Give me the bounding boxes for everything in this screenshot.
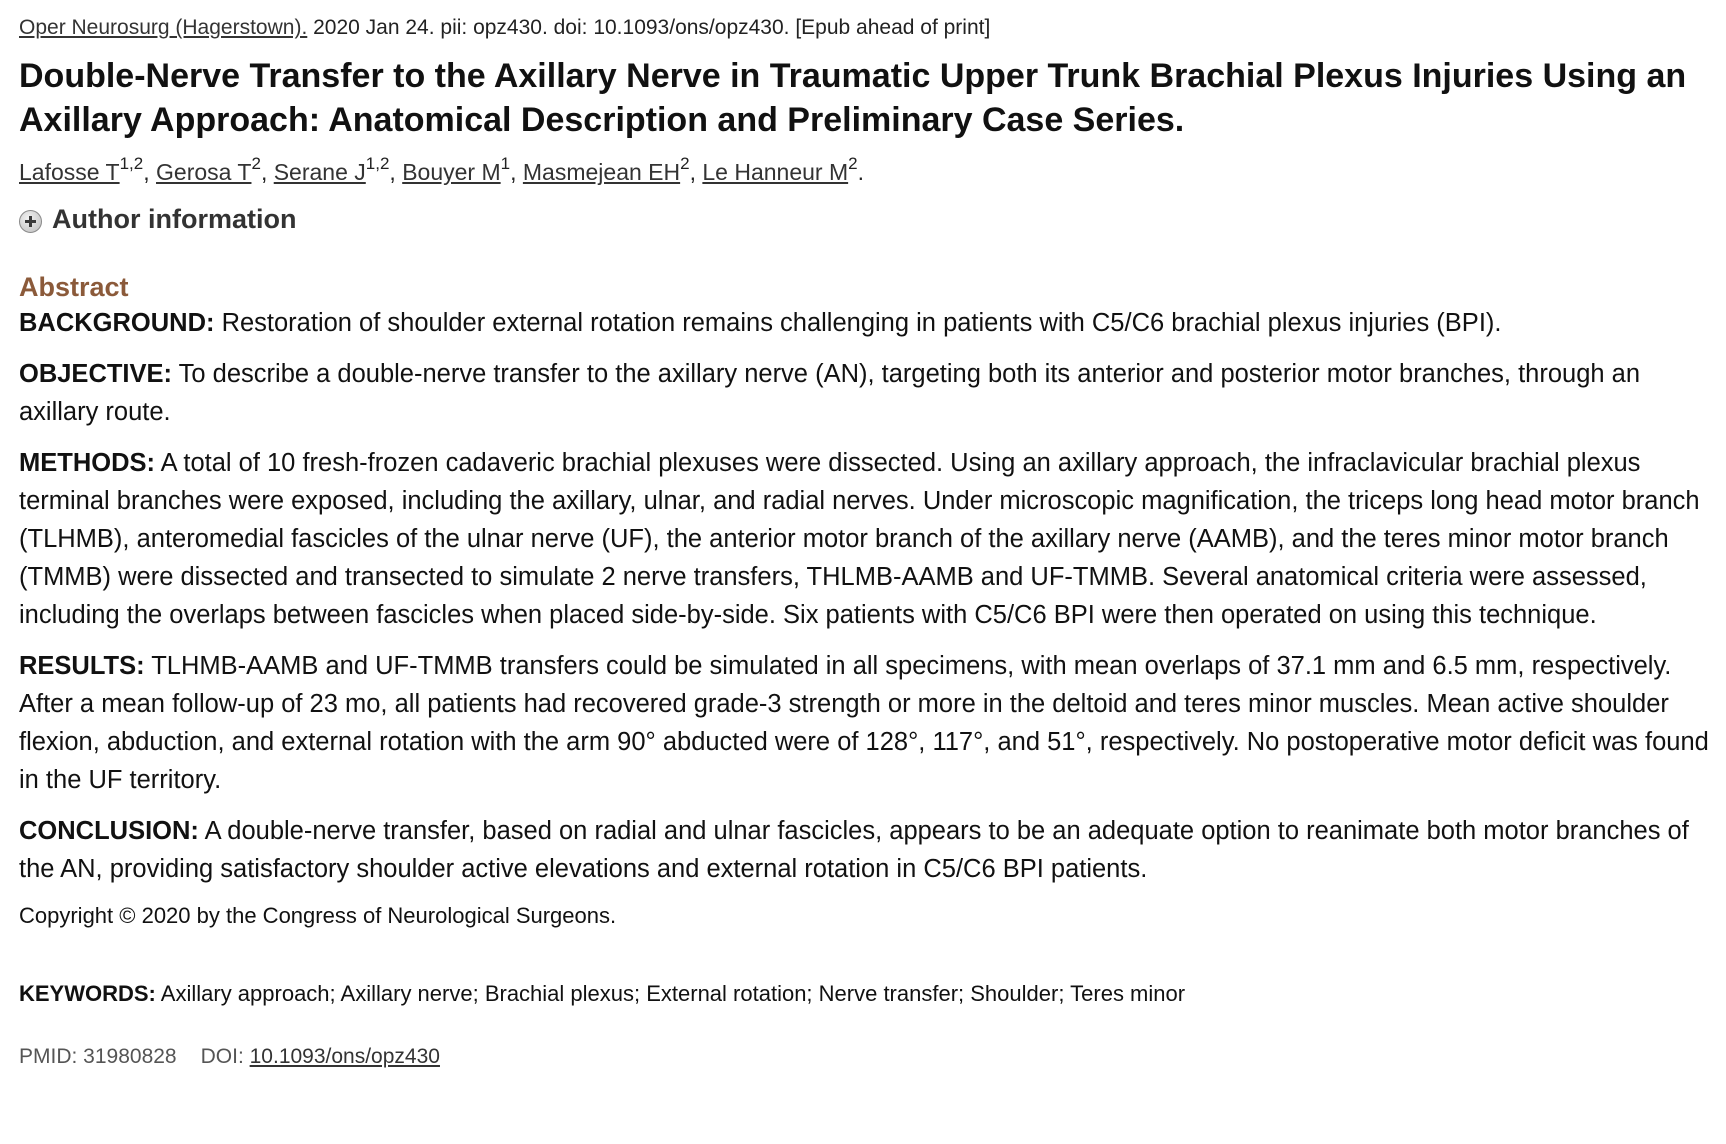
doi-link[interactable]: 10.1093/ons/opz430 [249, 1045, 440, 1068]
author-affiliation: 1,2 [119, 154, 144, 174]
author-affiliation: 2 [251, 154, 261, 174]
abstract-conclusion [19, 812, 1709, 888]
author-separator: , [143, 159, 157, 185]
expand-plus-icon[interactable] [19, 210, 42, 233]
author-affiliation: 2 [680, 154, 690, 174]
copyright-notice: Copyright © 2020 by the Congress of Neurological Surgeons. [19, 903, 617, 928]
author-link[interactable]: Masmejean EH [522, 159, 681, 185]
abstract-heading: Abstract [19, 272, 129, 302]
article-title: Double-Nerve Transfer to the Axillary Nerve in Traumatic Upper Trunk Brachial Plexus Injuries Using an Axillary Approach: Anatomical Description and Preliminary Case Series. [19, 57, 1687, 139]
author-link[interactable]: Bouyer M [402, 159, 501, 185]
author-separator: . [857, 159, 864, 185]
section-text: A double-nerve transfer, based on radial and ulnar fascicles, appears to be an adequate option to reanimate both motor branches of the AN, providing satisfactory shoulder active elevations and external rotation in C5/C6 BPI patients. [19, 817, 1689, 883]
author-separator: , [389, 159, 403, 185]
author-link[interactable]: Lafosse T [19, 159, 120, 185]
citation-line [19, 14, 1709, 42]
author-affiliation: 1 [500, 154, 511, 174]
citation-details: 2020 Jan 24. pii: opz430. doi: 10.1093/ons/opz430. [Epub ahead of print] [307, 16, 991, 39]
author-affiliation: 2 [848, 154, 858, 174]
section-label: OBJECTIVE: [19, 360, 173, 388]
section-text: To describe a double-nerve transfer to the axillary nerve (AN), targeting both its anterior and posterior motor branches, through an axillary route. [19, 360, 1641, 426]
section-text: TLHMB-AAMB and UF-TMMB transfers could be simulated in all specimens, with mean overlaps of 37.1 mm and 6.5 mm, respectively. After a mean follow-up of 23 mo, all patients had recovered grade-3 strength or more in the deltoid and teres minor muscles. Mean active shoulder flexion, abduction, and external rotation with the arm 90° abducted were of 128°, 117°, and 51°, respectively. No postoperative motor deficit was found in the UF territory. [19, 652, 1709, 794]
pmid: PMID: 31980828 [19, 1045, 177, 1068]
abstract-body [19, 304, 1709, 888]
doi-label: DOI: [200, 1045, 250, 1068]
journal-link[interactable]: Oper Neurosurg (Hagerstown). [19, 16, 308, 39]
author-link[interactable]: Gerosa T [156, 159, 252, 185]
author-list [19, 154, 1709, 187]
section-label: BACKGROUND: [19, 309, 215, 337]
identifiers-line [19, 1043, 1709, 1071]
keywords-label: KEYWORDS: [19, 981, 156, 1006]
keywords-line [19, 979, 1709, 1009]
author-link[interactable]: Serane J [273, 159, 366, 185]
abstract-results [19, 647, 1709, 799]
author-link[interactable]: Le Hanneur M [702, 159, 849, 185]
author-separator: , [510, 159, 523, 185]
author-information-label: Author information [52, 203, 297, 234]
abstract-background [19, 304, 1709, 342]
section-label: CONCLUSION: [19, 817, 199, 845]
author-information-toggle[interactable] [19, 202, 1709, 236]
section-label: METHODS: [19, 449, 155, 477]
abstract-methods [19, 444, 1709, 634]
author-separator: , [689, 159, 703, 185]
author-separator: , [260, 159, 274, 185]
section-text: Restoration of shoulder external rotation remains challenging in patients with C5/C6 brachial plexus injuries (BPI). [214, 309, 1502, 337]
author-affiliation: 1,2 [365, 154, 390, 174]
section-label: RESULTS: [19, 652, 145, 680]
keywords-text: Axillary approach; Axillary nerve; Brachial plexus; External rotation; Nerve transfer; Shoulder; Teres minor [155, 981, 1186, 1006]
abstract-objective [19, 355, 1709, 431]
section-text: A total of 10 fresh-frozen cadaveric brachial plexuses were dissected. Using an axillary approach, the infraclavicular brachial plexus terminal branches were exposed, including the axillary, ulnar, and radial nerves. Under microscopic magnification, the triceps long head motor branch (TLHMB), anteromedial fascicles of the ulnar nerve (UF), the anterior motor branch of the axillary nerve (AAMB), and the teres minor motor branch (TMMB) were dissected and transected to simulate 2 nerve transfers, THLMB-AAMB and UF-TMMB. Several anatomical criteria were assessed, including the overlaps between fascicles when placed side-by-side. Six patients with C5/C6 BPI were then operated on using this technique. [19, 449, 1700, 629]
